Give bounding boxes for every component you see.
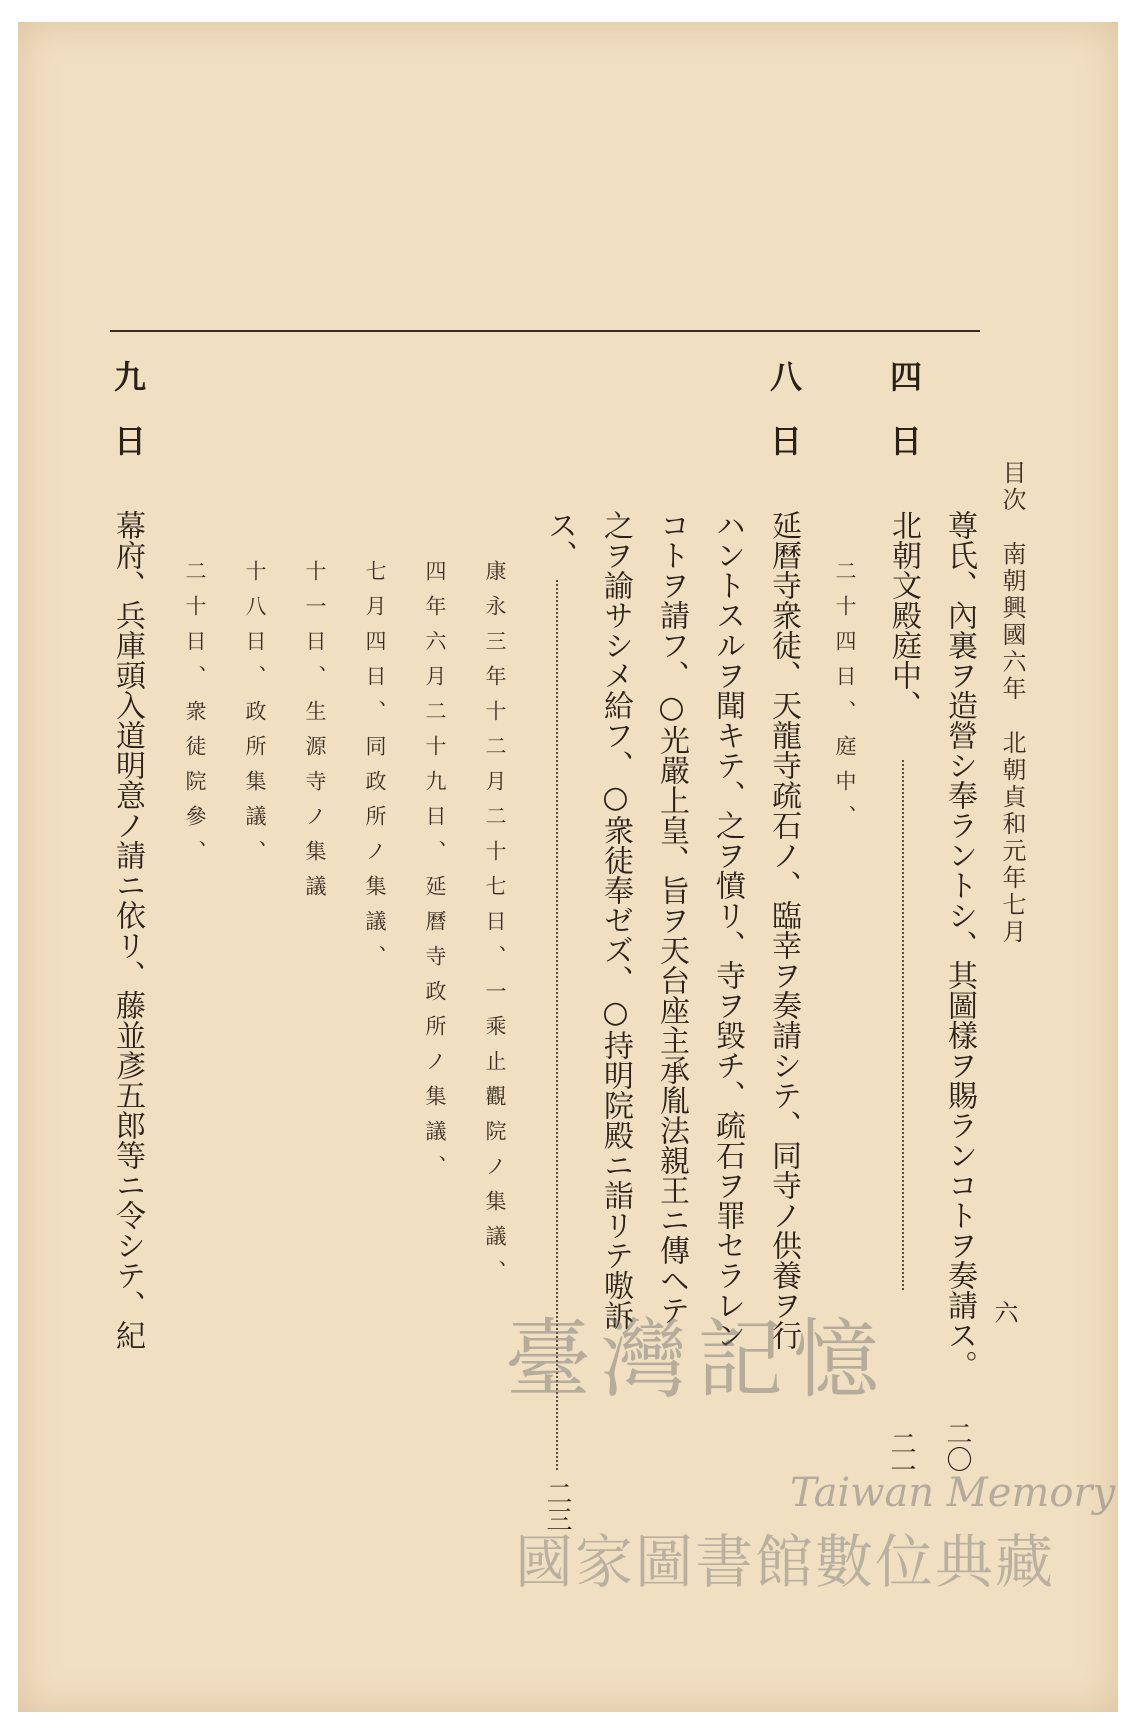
watermark-brand-en: Taiwan Memory: [790, 1470, 1116, 1516]
leader-dots: [902, 760, 904, 1290]
page-number: 六: [990, 1300, 1018, 1324]
entry-4-page-ref-2: 二一: [886, 1430, 916, 1482]
entry-8-sub-3: 七月四日、同政所ノ集議、: [363, 560, 387, 980]
entry-8-sub-6: 二十日、衆徒院參、: [183, 560, 207, 875]
entry-8-page-ref-1: 二三: [542, 1480, 572, 1532]
running-head: 目次 南朝興國六年 北朝貞和元年七月: [998, 460, 1026, 946]
watermark-brand-cn: 臺灣記憶: [505, 1310, 889, 1410]
entry-8-line-4: 之ヲ諭サシメ給フ、○衆徒奉ゼズ、○持明院殿ニ詣リテ嗷訴: [598, 510, 633, 1330]
entry-8-sub-4: 十一日、生源寺ノ集議: [303, 560, 327, 910]
entry-8-line-1: 延曆寺衆徒、天龍寺疏石ノ、臨幸ヲ奏請シテ、同寺ノ供養ヲ行: [766, 510, 801, 1350]
entry-day-8: 八 日: [765, 360, 803, 456]
entry-4-line-1: 尊氏、內裏ヲ造營シ奉ラントシ、其圖樣ヲ賜ランコトヲ奏請ス。: [942, 510, 977, 1380]
entry-8-line-5: ス、: [542, 510, 577, 570]
entry-day-4: 四 日: [885, 360, 923, 456]
entry-8-sub-5: 十八日、政所集議、: [243, 560, 267, 875]
entry-4-line-2: 北朝文殿庭中、: [886, 510, 921, 720]
entry-4-sub-1: 二十四日、庭中、: [833, 560, 857, 840]
header-rule: [110, 330, 980, 332]
entry-8-line-2: ハントスルヲ聞キテ、之ヲ憤リ、寺ヲ毀チ、疏石ヲ罪セラレン: [710, 510, 745, 1350]
entry-8-sub-2: 四年六月二十九日、延曆寺政所ノ集議、: [423, 560, 447, 1190]
watermark-library: 國家圖書館數位典藏: [515, 1528, 1056, 1596]
entry-8-sub-1: 康永三年十二月二十七日、一乘止觀院ノ集議、: [483, 560, 507, 1295]
entry-4-page-ref-1: 二〇: [942, 1420, 972, 1472]
entry-9-line-1: 幕府、兵庫頭入道明意ノ請ニ依リ、藤並彥五郎等ニ令シテ、紀: [110, 510, 145, 1350]
entry-8-line-3: コトヲ請フ、○光嚴上皇、旨ヲ天台座主承胤法親王ニ傳ヘテ: [654, 510, 689, 1325]
entry-day-9: 九 日: [109, 360, 147, 456]
